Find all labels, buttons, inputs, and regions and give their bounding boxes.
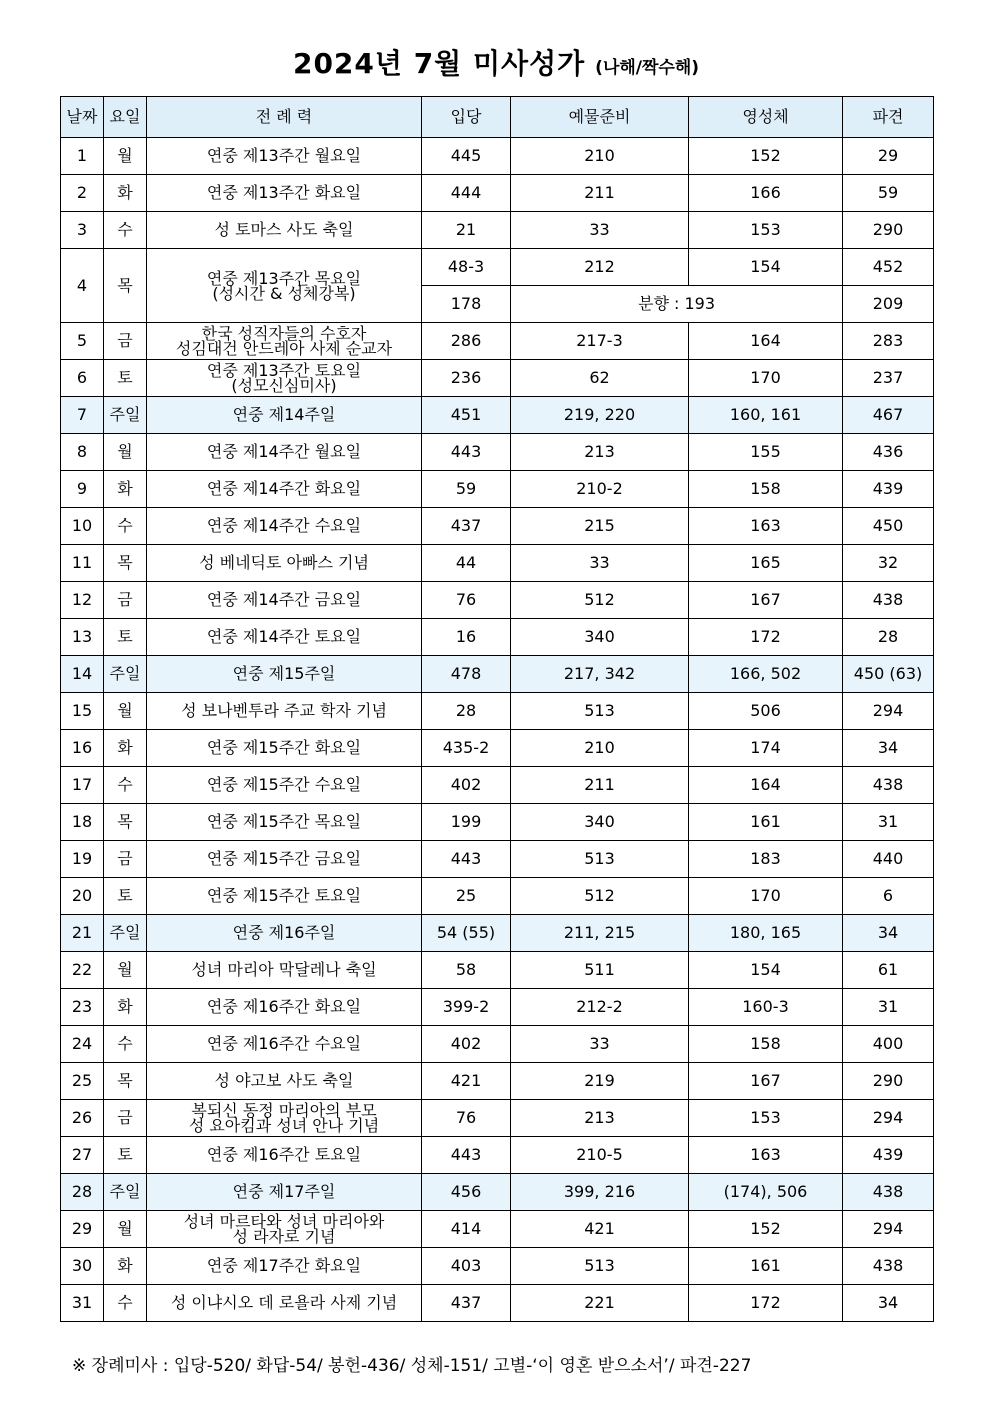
- day-cell: 8: [61, 434, 104, 471]
- day-cell: 31: [61, 1285, 104, 1322]
- table-body: [61, 138, 934, 1322]
- feast-cell: 연중 제15주간 목요일: [147, 804, 422, 841]
- entrance-cell: 76: [422, 582, 511, 619]
- day-cell: 21: [61, 915, 104, 952]
- table-row: [61, 619, 934, 656]
- offertory-cell: 219: [511, 1063, 689, 1100]
- weekday-cell: 월: [104, 138, 147, 175]
- entrance-cell: 54 (55): [422, 915, 511, 952]
- feast-line-2: (성시간 & 성체강복): [212, 283, 356, 303]
- weekday-cell: 수: [104, 767, 147, 804]
- table-row: [61, 804, 934, 841]
- feast-line-2: 성 요아킴과 성녀 안나 기념: [188, 1116, 380, 1135]
- day-cell: 22: [61, 952, 104, 989]
- entrance-cell: 437: [422, 508, 511, 545]
- day-cell: 16: [61, 730, 104, 767]
- header-offertory: 예물준비: [511, 97, 689, 138]
- recessional-cell: 440: [843, 841, 934, 878]
- entrance-cell: 25: [422, 878, 511, 915]
- offertory-cell: 340: [511, 619, 689, 656]
- feast-cell: 연중 제16주간 수요일: [147, 1026, 422, 1063]
- communion-cell: 166: [689, 175, 843, 212]
- offertory-cell: 210: [511, 730, 689, 767]
- table-row: [61, 656, 934, 693]
- communion-cell: 153: [689, 212, 843, 249]
- weekday-cell: 주일: [104, 397, 147, 434]
- offertory-cell: 210: [511, 138, 689, 175]
- weekday-cell: 토: [104, 619, 147, 656]
- feast-cell: 연중 제13주간 월요일: [147, 138, 422, 175]
- communion-cell: 155: [689, 434, 843, 471]
- recessional-cell: 438: [843, 767, 934, 804]
- communion-cell: 172: [689, 1285, 843, 1322]
- header-date: 날짜: [61, 97, 104, 138]
- weekday-cell: 월: [104, 1211, 147, 1248]
- recessional-cell: 400: [843, 1026, 934, 1063]
- offertory-cell: 33: [511, 545, 689, 582]
- offertory-cell: 513: [511, 693, 689, 730]
- incense-cell: 분향 : 193: [511, 286, 843, 323]
- entrance-cell: 435-2: [422, 730, 511, 767]
- communion-cell: 170: [689, 878, 843, 915]
- offertory-cell: 212: [511, 249, 689, 286]
- table-row: [61, 360, 934, 397]
- table-row: [61, 1026, 934, 1063]
- day-cell: 26: [61, 1100, 104, 1137]
- communion-cell: 167: [689, 582, 843, 619]
- feast-cell: 연중 제14주간 월요일: [147, 434, 422, 471]
- communion-cell: 166, 502: [689, 656, 843, 693]
- communion-cell: 170: [689, 360, 843, 397]
- offertory-cell: 213: [511, 1100, 689, 1137]
- feast-cell: 연중 제13주간 화요일: [147, 175, 422, 212]
- feast-line-1: 복되신 동정 마리아의 부모: [191, 1101, 377, 1120]
- recessional-cell: 438: [843, 582, 934, 619]
- communion-cell: 152: [689, 1211, 843, 1248]
- feast-cell: 연중 제16주일: [147, 915, 422, 952]
- header-recessional: 파견: [843, 97, 934, 138]
- table-row: [61, 249, 934, 286]
- recessional-cell: 452: [843, 249, 934, 286]
- weekday-cell: 주일: [104, 656, 147, 693]
- day-cell: 4: [61, 249, 104, 323]
- communion-cell: 174: [689, 730, 843, 767]
- day-cell: 28: [61, 1174, 104, 1211]
- table-row: [61, 952, 934, 989]
- weekday-cell: 수: [104, 1285, 147, 1322]
- day-cell: 6: [61, 360, 104, 397]
- day-cell: 17: [61, 767, 104, 804]
- recessional-cell: 467: [843, 397, 934, 434]
- communion-cell: 172: [689, 619, 843, 656]
- feast-cell: 연중 제15주일: [147, 656, 422, 693]
- table-row: [61, 1285, 934, 1322]
- feast-cell: [147, 323, 422, 360]
- recessional-cell: 31: [843, 804, 934, 841]
- feast-cell: 성녀 마리아 막달레나 축일: [147, 952, 422, 989]
- recessional-cell: 438: [843, 1248, 934, 1285]
- feast-cell: 연중 제15주간 화요일: [147, 730, 422, 767]
- communion-cell: 164: [689, 323, 843, 360]
- day-cell: 1: [61, 138, 104, 175]
- entrance-cell: 48-3: [422, 249, 511, 286]
- weekday-cell: 주일: [104, 915, 147, 952]
- table-row: [61, 1100, 934, 1137]
- recessional-cell: 31: [843, 989, 934, 1026]
- day-cell: 3: [61, 212, 104, 249]
- table-row: [61, 1063, 934, 1100]
- day-cell: 14: [61, 656, 104, 693]
- entrance-cell: 21: [422, 212, 511, 249]
- feast-line-1: 연중 제13주간 목요일: [206, 268, 362, 288]
- feast-cell: 연중 제16주간 토요일: [147, 1137, 422, 1174]
- offertory-cell: 513: [511, 841, 689, 878]
- table-row: [61, 582, 934, 619]
- feast-cell: [147, 1211, 422, 1248]
- table-row: [61, 693, 934, 730]
- entrance-cell: 443: [422, 1137, 511, 1174]
- recessional-cell: 450 (63): [843, 656, 934, 693]
- entrance-cell: 421: [422, 1063, 511, 1100]
- weekday-cell: 토: [104, 1137, 147, 1174]
- feast-cell: [147, 1100, 422, 1137]
- offertory-cell: 210-2: [511, 471, 689, 508]
- recessional-cell: 6: [843, 878, 934, 915]
- communion-cell: 165: [689, 545, 843, 582]
- entrance-cell: 286: [422, 323, 511, 360]
- feast-line-2: 성김대건 안드레아 사제 순교자: [175, 339, 393, 358]
- table-header-row: [61, 97, 934, 138]
- table-row: [61, 915, 934, 952]
- weekday-cell: 화: [104, 1248, 147, 1285]
- table-row: [61, 1248, 934, 1285]
- recessional-cell: 59: [843, 175, 934, 212]
- offertory-cell: 213: [511, 434, 689, 471]
- communion-cell: 160-3: [689, 989, 843, 1026]
- recessional-cell: 294: [843, 1211, 934, 1248]
- feast-cell: 연중 제15주간 토요일: [147, 878, 422, 915]
- day-cell: 12: [61, 582, 104, 619]
- header-communion: 영성체: [689, 97, 843, 138]
- entrance-cell: 444: [422, 175, 511, 212]
- entrance-cell: 76: [422, 1100, 511, 1137]
- recessional-cell: 28: [843, 619, 934, 656]
- day-cell: 25: [61, 1063, 104, 1100]
- table-row: [61, 1174, 934, 1211]
- title-subtitle: (나해/짝수해): [595, 58, 700, 78]
- recessional-cell: 436: [843, 434, 934, 471]
- day-cell: 29: [61, 1211, 104, 1248]
- communion-cell: 506: [689, 693, 843, 730]
- entrance-cell: 399-2: [422, 989, 511, 1026]
- weekday-cell: 금: [104, 582, 147, 619]
- entrance-cell: 44: [422, 545, 511, 582]
- day-cell: 20: [61, 878, 104, 915]
- table-row: [61, 175, 934, 212]
- table-row: [61, 545, 934, 582]
- header-weekday: 요일: [104, 97, 147, 138]
- offertory-cell: 513: [511, 1248, 689, 1285]
- communion-cell: (174), 506: [689, 1174, 843, 1211]
- day-cell: 9: [61, 471, 104, 508]
- communion-cell: 153: [689, 1100, 843, 1137]
- weekday-cell: 금: [104, 1100, 147, 1137]
- feast-cell: 성 이냐시오 데 로욜라 사제 기념: [147, 1285, 422, 1322]
- communion-cell: 161: [689, 804, 843, 841]
- feast-line-1: 연중 제13주간 토요일: [206, 361, 362, 380]
- recessional-cell: 34: [843, 915, 934, 952]
- entrance-cell: 59: [422, 471, 511, 508]
- table-row: [61, 138, 934, 175]
- day-cell: 2: [61, 175, 104, 212]
- communion-cell: 180, 165: [689, 915, 843, 952]
- day-cell: 24: [61, 1026, 104, 1063]
- recessional-cell: 34: [843, 730, 934, 767]
- offertory-cell: 511: [511, 952, 689, 989]
- entrance-cell: 28: [422, 693, 511, 730]
- communion-cell: 164: [689, 767, 843, 804]
- feast-cell: 연중 제16주간 화요일: [147, 989, 422, 1026]
- recessional-cell: 237: [843, 360, 934, 397]
- feast-cell: 연중 제15주간 수요일: [147, 767, 422, 804]
- weekday-cell: 월: [104, 952, 147, 989]
- recessional-cell: 61: [843, 952, 934, 989]
- day-cell: 18: [61, 804, 104, 841]
- weekday-cell: 목: [104, 804, 147, 841]
- entrance-cell: 437: [422, 1285, 511, 1322]
- recessional-cell: 294: [843, 1100, 934, 1137]
- entrance-cell: 478: [422, 656, 511, 693]
- page-title: [0, 42, 992, 82]
- weekday-cell: 목: [104, 249, 147, 323]
- entrance-cell: 443: [422, 841, 511, 878]
- communion-cell: 152: [689, 138, 843, 175]
- table-row: [61, 767, 934, 804]
- recessional-cell: 290: [843, 212, 934, 249]
- weekday-cell: 수: [104, 1026, 147, 1063]
- offertory-cell: 33: [511, 212, 689, 249]
- recessional-cell: 438: [843, 1174, 934, 1211]
- offertory-cell: 215: [511, 508, 689, 545]
- table-row: [61, 212, 934, 249]
- weekday-cell: 토: [104, 360, 147, 397]
- recessional-cell: 294: [843, 693, 934, 730]
- weekday-cell: 금: [104, 841, 147, 878]
- communion-cell: 161: [689, 1248, 843, 1285]
- weekday-cell: 주일: [104, 1174, 147, 1211]
- day-cell: 23: [61, 989, 104, 1026]
- recessional-cell: 34: [843, 1285, 934, 1322]
- day-cell: 10: [61, 508, 104, 545]
- feast-cell: 연중 제14주간 금요일: [147, 582, 422, 619]
- table-row: [61, 1137, 934, 1174]
- offertory-cell: 217-3: [511, 323, 689, 360]
- feast-cell: 연중 제14주일: [147, 397, 422, 434]
- weekday-cell: 월: [104, 434, 147, 471]
- table-row: [61, 508, 934, 545]
- table-row: [61, 730, 934, 767]
- feast-cell: 성 토마스 사도 축일: [147, 212, 422, 249]
- weekday-cell: 월: [104, 693, 147, 730]
- offertory-cell: 211: [511, 175, 689, 212]
- day-cell: 7: [61, 397, 104, 434]
- offertory-cell: 33: [511, 1026, 689, 1063]
- offertory-cell: 211: [511, 767, 689, 804]
- recessional-cell: 283: [843, 323, 934, 360]
- entrance-cell: 451: [422, 397, 511, 434]
- weekday-cell: 화: [104, 989, 147, 1026]
- header-liturgical-calendar: 전 례 력: [147, 97, 422, 138]
- feast-cell: 연중 제14주간 수요일: [147, 508, 422, 545]
- entrance-cell: 236: [422, 360, 511, 397]
- entrance-cell: 403: [422, 1248, 511, 1285]
- recessional-cell: 29: [843, 138, 934, 175]
- communion-cell: 183: [689, 841, 843, 878]
- communion-cell: 158: [689, 471, 843, 508]
- day-cell: 30: [61, 1248, 104, 1285]
- communion-cell: 163: [689, 508, 843, 545]
- communion-cell: 163: [689, 1137, 843, 1174]
- recessional-cell: 439: [843, 471, 934, 508]
- weekday-cell: 수: [104, 212, 147, 249]
- table-row: [61, 841, 934, 878]
- weekday-cell: 토: [104, 878, 147, 915]
- day-cell: 27: [61, 1137, 104, 1174]
- table-row: [61, 471, 934, 508]
- offertory-cell: 421: [511, 1211, 689, 1248]
- feast-line-2: 성 라자로 기념: [232, 1227, 336, 1246]
- table-row: [61, 878, 934, 915]
- feast-line-1: 한국 성직자들의 수호자: [201, 324, 367, 343]
- feast-cell: 연중 제17주간 화요일: [147, 1248, 422, 1285]
- recessional-cell: 290: [843, 1063, 934, 1100]
- day-cell: 5: [61, 323, 104, 360]
- table-row: [61, 1211, 934, 1248]
- recessional-cell: 439: [843, 1137, 934, 1174]
- offertory-cell: 512: [511, 582, 689, 619]
- day-cell: 11: [61, 545, 104, 582]
- weekday-cell: 화: [104, 730, 147, 767]
- feast-cell: [147, 249, 422, 323]
- offertory-cell: 210-5: [511, 1137, 689, 1174]
- offertory-cell: 212-2: [511, 989, 689, 1026]
- feast-line-1: 성녀 마르타와 성녀 마리아와: [183, 1212, 385, 1231]
- communion-cell: 154: [689, 249, 843, 286]
- day-cell: 19: [61, 841, 104, 878]
- table-row: [61, 397, 934, 434]
- feast-cell: 성 야고보 사도 축일: [147, 1063, 422, 1100]
- entrance-cell: 16: [422, 619, 511, 656]
- weekday-cell: 화: [104, 175, 147, 212]
- communion-cell: 160, 161: [689, 397, 843, 434]
- offertory-cell: 217, 342: [511, 656, 689, 693]
- offertory-cell: 221: [511, 1285, 689, 1322]
- day-cell: 15: [61, 693, 104, 730]
- entrance-cell: 199: [422, 804, 511, 841]
- recessional-cell: 32: [843, 545, 934, 582]
- offertory-cell: 399, 216: [511, 1174, 689, 1211]
- entrance-cell: 414: [422, 1211, 511, 1248]
- day-cell: 13: [61, 619, 104, 656]
- entrance-cell: 445: [422, 138, 511, 175]
- feast-cell: 성 보나벤투라 주교 학자 기념: [147, 693, 422, 730]
- feast-cell: 연중 제14주간 토요일: [147, 619, 422, 656]
- communion-cell: 167: [689, 1063, 843, 1100]
- funeral-mass-footnote: ※ 장례미사 : 입당-520/ 화답-54/ 봉헌-436/ 성체-151/ 고별-‘이 영혼 받으소서’/ 파견-227: [72, 1356, 752, 1376]
- offertory-cell: 340: [511, 804, 689, 841]
- offertory-cell: 512: [511, 878, 689, 915]
- entrance-cell: 402: [422, 1026, 511, 1063]
- weekday-cell: 목: [104, 1063, 147, 1100]
- entrance-cell: 402: [422, 767, 511, 804]
- recessional-cell: 209: [843, 286, 934, 323]
- table-row: [61, 434, 934, 471]
- title-main: 2024년 7월 미사성가: [292, 47, 586, 80]
- feast-line-2: (성모신심미사): [231, 376, 337, 395]
- hymn-schedule-table: [60, 96, 934, 1322]
- weekday-cell: 수: [104, 508, 147, 545]
- communion-cell: 154: [689, 952, 843, 989]
- feast-cell: [147, 360, 422, 397]
- offertory-cell: 219, 220: [511, 397, 689, 434]
- weekday-cell: 목: [104, 545, 147, 582]
- entrance-cell: 443: [422, 434, 511, 471]
- feast-cell: 연중 제15주간 금요일: [147, 841, 422, 878]
- weekday-cell: 화: [104, 471, 147, 508]
- table-row: [61, 323, 934, 360]
- offertory-cell: 211, 215: [511, 915, 689, 952]
- entrance-cell: 456: [422, 1174, 511, 1211]
- entrance-cell: 178: [422, 286, 511, 323]
- table-row: [61, 989, 934, 1026]
- offertory-cell: 62: [511, 360, 689, 397]
- weekday-cell: 금: [104, 323, 147, 360]
- feast-cell: 연중 제14주간 화요일: [147, 471, 422, 508]
- entrance-cell: 58: [422, 952, 511, 989]
- header-entrance: 입당: [422, 97, 511, 138]
- recessional-cell: 450: [843, 508, 934, 545]
- feast-cell: 성 베네딕토 아빠스 기념: [147, 545, 422, 582]
- feast-cell: 연중 제17주일: [147, 1174, 422, 1211]
- communion-cell: 158: [689, 1026, 843, 1063]
